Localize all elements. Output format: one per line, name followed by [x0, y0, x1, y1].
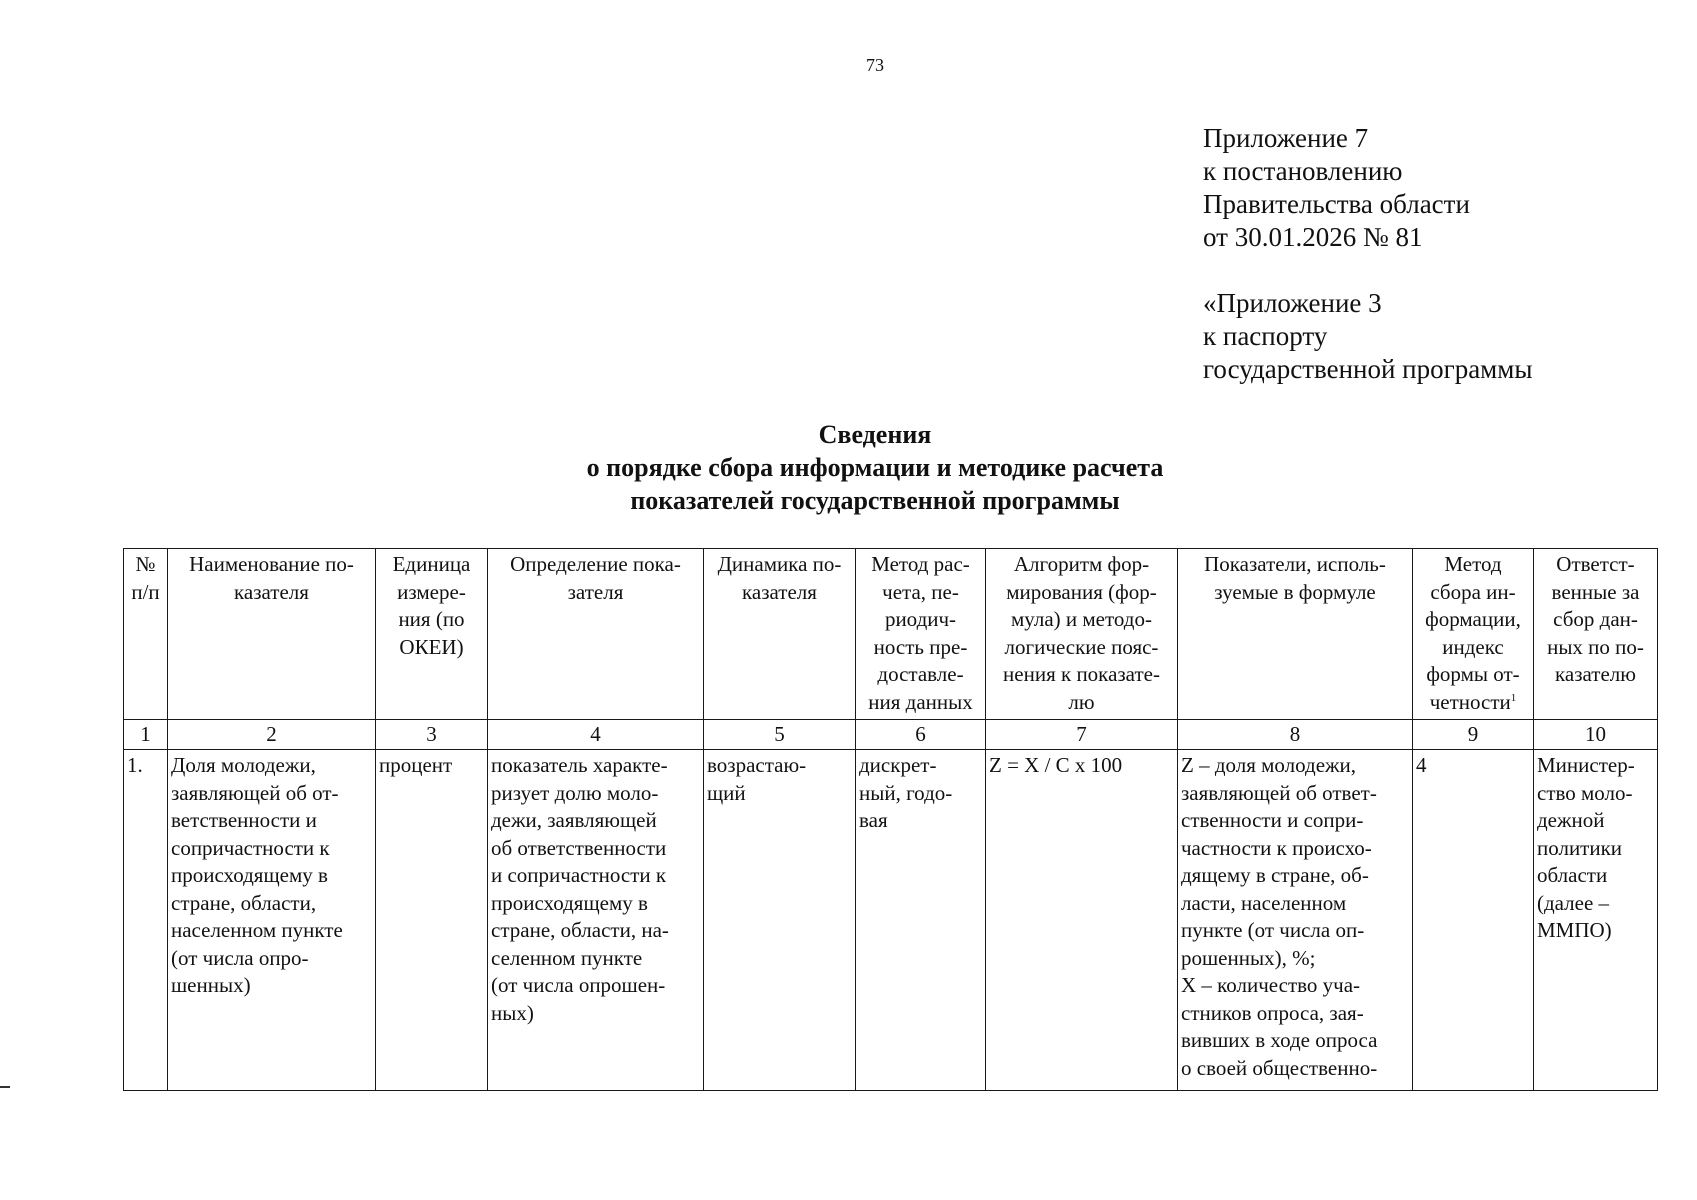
header-cell-num: № п/п — [124, 549, 168, 720]
appendix-line: от 30.01.2026 № 81 — [1203, 222, 1423, 252]
scan-edge-mark — [0, 1086, 10, 1088]
appendix-line: Правительства области — [1203, 189, 1470, 219]
header-cell-responsible: Ответст- венные за сбор дан- ных по по- казателю — [1534, 549, 1658, 720]
footnote-marker: 1 — [1510, 691, 1517, 704]
cell-formula-vars: Z – доля молодежи, заявляющей об ответ- ственности и сопри- частности к происхо- дящему в стране, об- ласти, населенном пункте (от числа оп- рошенных), %; X – количество уча- стников опроса, зая- вивших в ходе опроса о своей общественно- — [1178, 750, 1413, 1091]
header-cell-name: Наименование по- казателя — [168, 549, 376, 720]
column-number: 9 — [1413, 720, 1534, 750]
column-number: 10 — [1534, 720, 1658, 750]
header-cell-method: Метод рас- чета, пе- риодич- ность пре- доставле- ния данных — [856, 549, 986, 720]
title-line: показателей государственной программы — [630, 486, 1120, 515]
header-cell-definition: Определение пока- зателя — [488, 549, 704, 720]
appendix-quote-line: государственной программы — [1203, 354, 1533, 384]
cell-definition: показатель характе- ризует долю моло- дежи, заявляющей об ответственности и сопричастности к происходящему в стране, области, на- селенном пункте (от числа опрошен- ных) — [488, 750, 704, 1091]
title-line: Сведения — [818, 420, 932, 449]
cell-num: 1. — [124, 750, 168, 1091]
appendix-line: Приложение 7 — [1203, 123, 1369, 153]
cell-unit: процент — [376, 750, 488, 1091]
appendix-line: к постановлению — [1203, 156, 1403, 186]
appendix-quote-line: к паспорту — [1203, 321, 1328, 351]
header-cell-collection: Метод сбора ин- формации, индекс формы от- четности$^1$ — [1413, 549, 1534, 720]
column-number: 1 — [124, 720, 168, 750]
column-number: 3 — [376, 720, 488, 750]
header-cell-unit: Единица измере- ния (по ОКЕИ) — [376, 549, 488, 720]
cell-method: дискрет- ный, годо- вая — [856, 750, 986, 1091]
cell-name: Доля молодежи, заявляющей об от- ветственности и сопричастности к происходящему в стране, области, населенном пункте (от числа опро- шенных) — [168, 750, 376, 1091]
column-number: 5 — [704, 720, 856, 750]
appendix-header — [1203, 122, 1533, 386]
appendix-quote-line: «Приложение 3 — [1203, 288, 1382, 318]
cell-formula: Z = X / C x 100 — [986, 750, 1178, 1091]
cell-collection: 4 — [1413, 750, 1534, 1091]
header-cell-dynamics: Динамика по- казателя — [704, 549, 856, 720]
header-cell-formula-vars: Показатели, исполь- зуемые в формуле — [1178, 549, 1413, 720]
title-line: о порядке сбора информации и методике расчета — [586, 453, 1164, 482]
table-row — [124, 750, 1658, 1091]
header-row — [124, 549, 1658, 720]
header-cell-formula: Алгоритм фор- мирования (фор- мула) и методо- логические пояс- нения к показате- лю — [986, 549, 1178, 720]
column-number: 4 — [488, 720, 704, 750]
column-number: 2 — [168, 720, 376, 750]
cell-dynamics: возрастаю- щий — [704, 750, 856, 1091]
column-number: 6 — [856, 720, 986, 750]
indicators-table — [123, 548, 1658, 1091]
document-title — [0, 418, 1697, 517]
page-number: 73 — [866, 55, 884, 75]
column-number-row — [124, 720, 1658, 750]
column-number: 8 — [1178, 720, 1413, 750]
column-number: 7 — [986, 720, 1178, 750]
cell-responsible: Министер- ство моло- дежной политики области (далее – ММПО) — [1534, 750, 1658, 1091]
